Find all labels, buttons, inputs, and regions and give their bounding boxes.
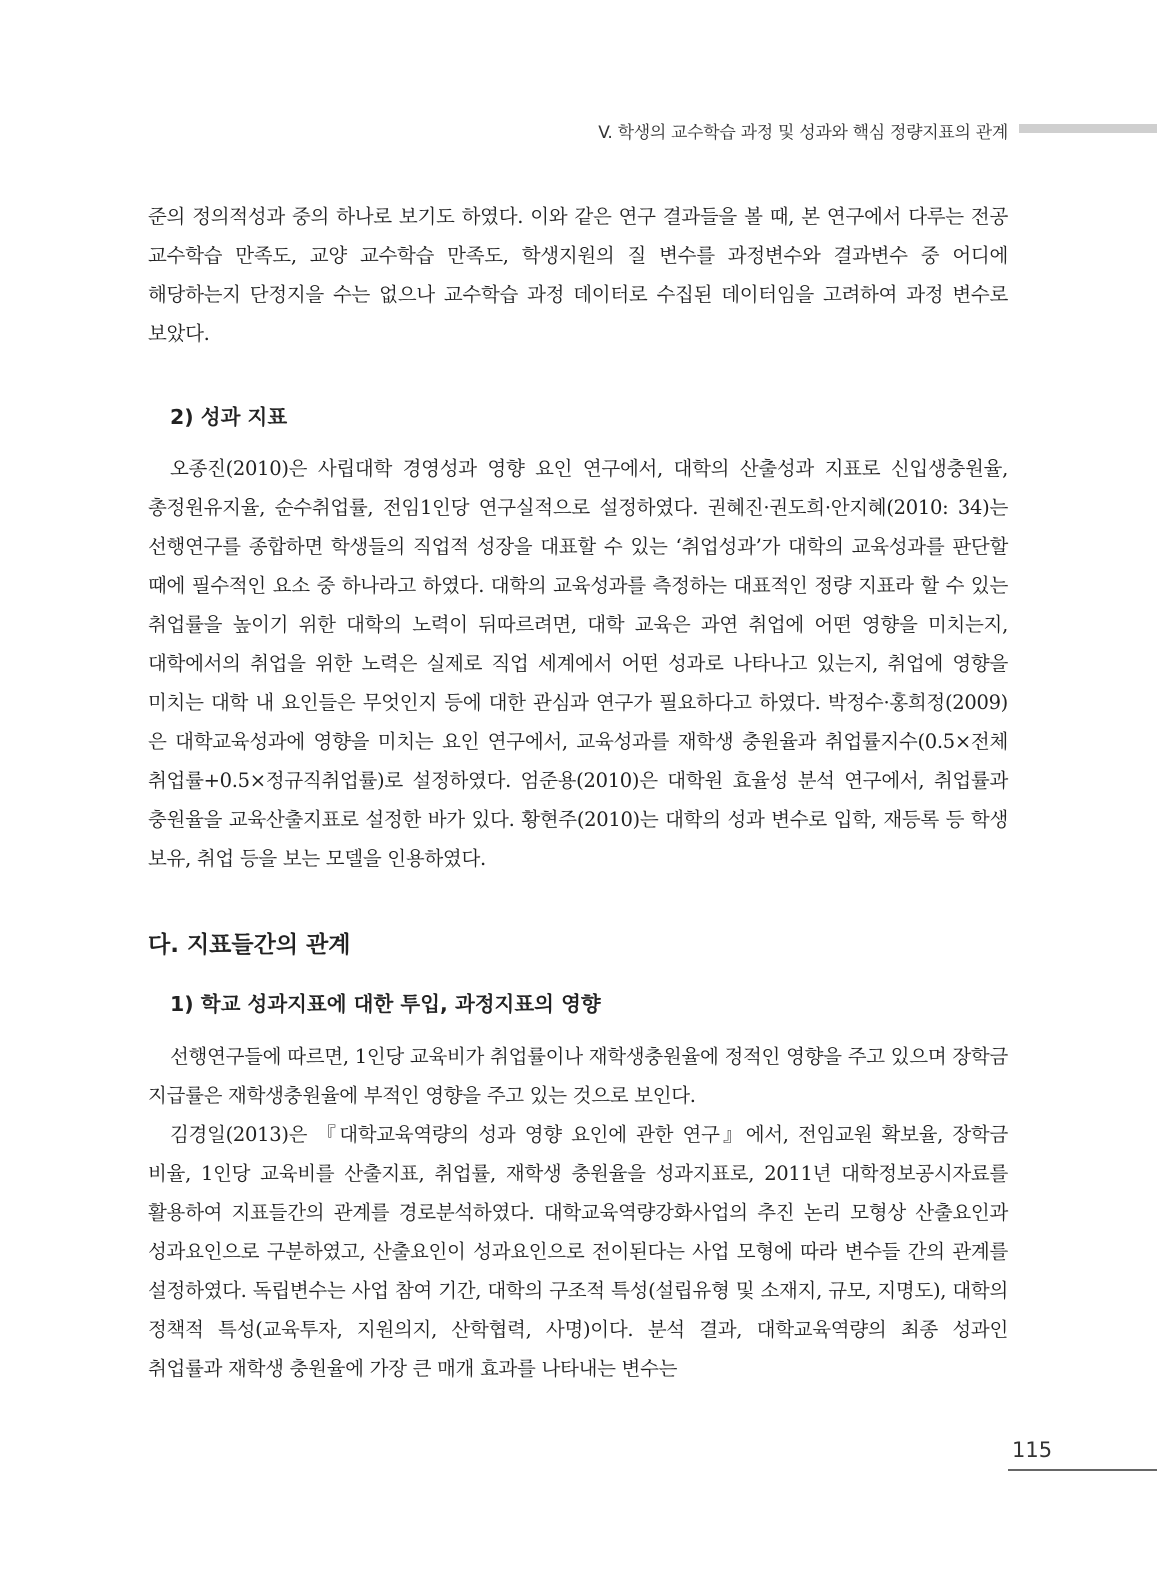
page-number: 115 [1012,1438,1053,1462]
running-header-title: V. 학생의 교수학습 과정 및 성과와 핵심 정량지표의 관계 [598,123,1008,143]
influence-paragraph-1: 선행연구들에 따르면, 1인당 교육비가 취업률이나 재학생충원율에 정적인 영향을 주고 있으며 장학금 지급률은 재학생충원율에 부적인 영향을 주고 있는 것으로 보인다. [148,1045,1008,1107]
section-heading-indicator-relations: 다. 지표들간의 관계 [148,932,351,958]
header-decorative-bar [1019,124,1157,133]
section-heading-outcome-indicators: 2) 성과 지표 [170,405,288,429]
outcome-indicators-paragraph: 오종진(2010)은 사립대학 경영성과 영향 요인 연구에서, 대학의 산출성과 지표로 신입생충원율, 총정원유지율, 순수취업률, 전임1인당 연구실적으로 설정하였다. 권혜진·권도희·안지혜(2010: 34)는 선행연구를 종합하면 학생들의 직업적 성장을 대표할 수 있는 ‘취업성과’가 대학의 교육성과를 판단할 때에 필수적인 요소 중 하나라고 하였다. 대학의 교육성과를 측정하는 대표적인 정량 지표라 할 수 있는 취업률을 높이기 위한 대학의 노력이 뒤따르려면, 대학 교육은 과연 취업에 어떤 영향을 미치는지, 대학에서의 취업을 위한 노력은 실제로 직업 세계에서 어떤 성과로 나타나고 있는지, 취업에 영향을 미치는 대학 내 요인들은 무엇인지 등에 대한 관심과 연구가 필요하다고 하였다. 박정수·홍희정(2009)은 대학교육성과에 영향을 미치는 요인 연구에서, 교육성과를 재학생 충원율과 취업률지수(0.5×전체 취업률+0.5×정규직취업률)로 설정하였다. 엄준용(2010)은 대학원 효율성 분석 연구에서, 취업률과 충원율을 교육산출지표로 설정한 바가 있다. 황현주(2010)는 대학의 성과 변수로 입학, 재등록 등 학생 보유, 취업 등을 보는 모델을 인용하였다. [148,457,1008,870]
influence-paragraph-2: 김경일(2013)은 『대학교육역량의 성과 영향 요인에 관한 연구』에서, 전임교원 확보율, 장학금 비율, 1인당 교육비를 산출지표, 취업률, 재학생 충원율을 성과지표로, 2011년 대학정보공시자료를 활용하여 지표들간의 관계를 경로분석하였다. 대학교육역량강화사업의 추진 논리 모형상 산출요인과 성과요인으로 구분하였고, 산출요인이 성과요인으로 전이된다는 사업 모형에 따라 변수들 간의 관계를 설정하였다. 독립변수는 사업 참여 기간, 대학의 구조적 특성(설립유형 및 소재지, 규모, 지명도), 대학의 정책적 특성(교육투자, 지원의지, 산학협력, 사명)이다. 분석 결과, 대학교육역량의 최종 성과인 취업률과 재학생 충원율에 가장 큰 매개 효과를 나타내는 변수는 [148,1123,1008,1380]
section-heading-input-process-influence: 1) 학교 성과지표에 대한 투입, 과정지표의 영향 [170,992,601,1016]
intro-paragraph: 준의 정의적성과 중의 하나로 보기도 하였다. 이와 같은 연구 결과들을 볼 때, 본 연구에서 다루는 전공 교수학습 만족도, 교양 교수학습 만족도, 학생지원의 질 변수를 과정변수와 결과변수 중 어디에 해당하는지 단정지을 수는 없으나 교수학습 과정 데이터로 수집된 데이터임을 고려하여 과정 변수로 보았다. [148,205,1008,345]
page-number-rule [1008,1469,1157,1471]
